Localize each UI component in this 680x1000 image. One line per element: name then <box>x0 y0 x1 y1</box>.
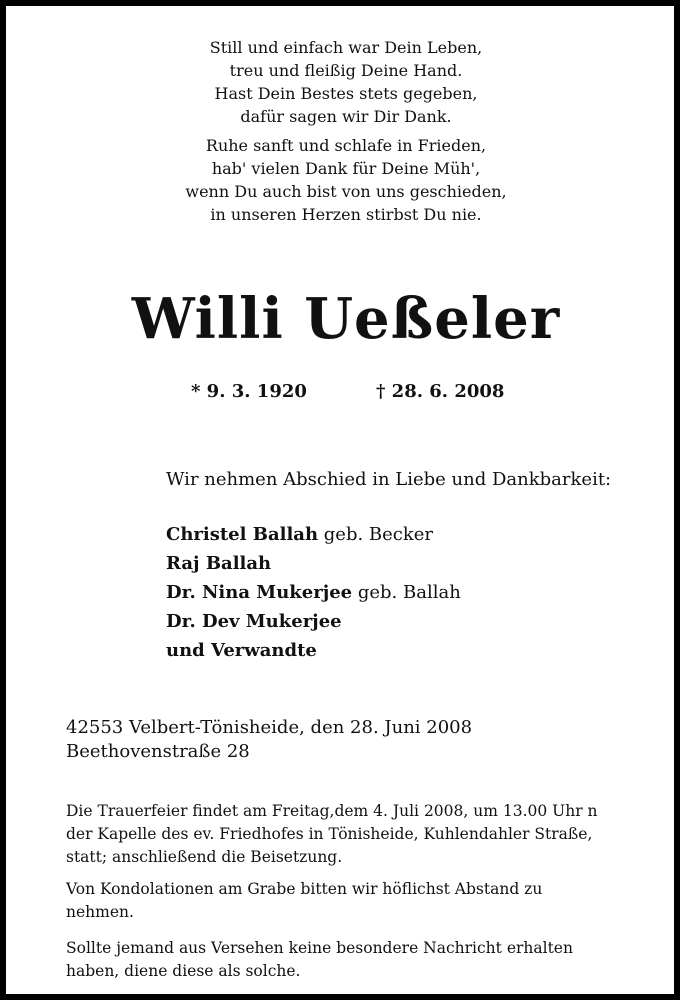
poem-stanza-1 <box>6 36 680 128</box>
info-line: der Kapelle des ev. Friedhofes in Tönisheide, Kuhlendahler Straße, <box>66 825 593 843</box>
mourner-name: Raj Ballah <box>166 553 272 574</box>
mourner-suffix: geb. Becker <box>318 524 434 545</box>
address-line: Beethovenstraße 28 <box>66 741 250 762</box>
poem-line: hab' vielen Dank für Deine Müh', <box>211 159 481 178</box>
mourner-name: und Verwandte <box>166 640 317 661</box>
poem-line: Still und einfach war Dein Leben, <box>209 38 483 57</box>
deceased-name: Willi Ueßeler <box>131 286 561 352</box>
mourner <box>166 520 461 549</box>
info-line: statt; anschließend die Beisetzung. <box>66 848 343 866</box>
poem-line: treu und fleißig Deine Hand. <box>229 61 463 80</box>
notification-note <box>66 937 656 983</box>
poem-line: Hast Dein Bestes stets gegeben, <box>214 84 478 103</box>
mourners-list <box>166 520 461 665</box>
farewell-intro: Wir nehmen Abschied in Liebe und Dankbarkeit: <box>166 469 612 490</box>
info-line: nehmen. <box>66 903 134 921</box>
poem-stanza-2 <box>6 134 680 226</box>
info-line: haben, diene diese als solche. <box>66 962 301 980</box>
place-date-line: 42553 Velbert-Tönisheide, den 28. Juni 2008 <box>66 717 473 738</box>
info-line: Von Kondolationen am Grabe bitten wir höflichst Abstand zu <box>66 880 543 898</box>
mourner <box>166 636 461 665</box>
mourner-suffix: geb. Ballah <box>352 582 461 603</box>
mourner <box>166 607 461 636</box>
mourner <box>166 549 461 578</box>
poem-line: Ruhe sanft und schlafe in Frieden, <box>205 136 487 155</box>
info-line: Die Trauerfeier findet am Freitag,dem 4. Juli 2008, um 13.00 Uhr n <box>66 802 598 820</box>
death-date: † 28. 6. 2008 <box>376 381 505 402</box>
poem-line: dafür sagen wir Dir Dank. <box>240 107 452 126</box>
poem-line: wenn Du auch bist von uns geschieden, <box>185 182 507 201</box>
mourner-name: Christel Ballah <box>166 524 319 545</box>
condolence-note <box>66 878 656 924</box>
mourner <box>166 578 461 607</box>
mourner-name: Dr. Dev Mukerjee <box>166 611 342 632</box>
birth-date: * 9. 3. 1920 <box>191 381 307 402</box>
info-line: Sollte jemand aus Versehen keine besondere Nachricht erhalten <box>66 939 573 957</box>
poem-line: in unseren Herzen stirbst Du nie. <box>210 205 482 224</box>
mourner-name: Dr. Nina Mukerjee <box>166 582 353 603</box>
funeral-info <box>66 800 656 869</box>
place-and-address <box>66 716 472 764</box>
